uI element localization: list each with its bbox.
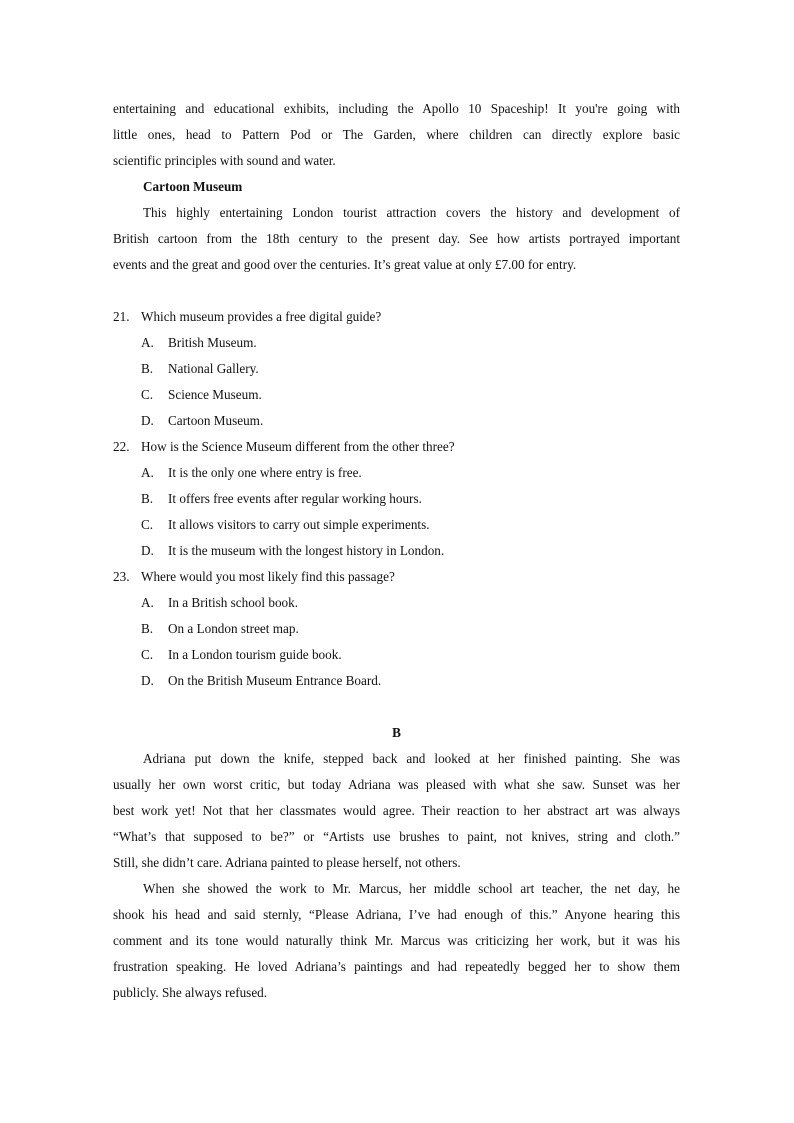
- option-text: It offers free events after regular working hours.: [168, 491, 422, 506]
- question-text: Which museum provides a free digital guide?: [141, 309, 382, 324]
- paragraph-line: This highly entertaining London tourist attraction covers the history and development of: [143, 205, 680, 220]
- answer-option: [113, 356, 680, 382]
- option-letter: B.: [141, 491, 154, 506]
- answer-option: [113, 512, 680, 538]
- answer-option: [113, 642, 680, 668]
- question-23: [113, 564, 680, 694]
- paragraph-line: Adriana put down the knife, stepped back and looked at her finished painting. She was: [143, 751, 680, 766]
- option-letter: C.: [141, 647, 154, 662]
- answer-option: [113, 330, 680, 356]
- answer-option: [113, 590, 680, 616]
- spacer: [113, 694, 680, 720]
- question-22: [113, 434, 680, 564]
- paragraph-line: scientific principles with sound and water.: [113, 153, 336, 168]
- paragraph-line: entertaining and educational exhibits, including the Apollo 10 Spaceship! It you're going with: [113, 101, 680, 116]
- paragraph-line: British cartoon from the 18th century to the present day. See how artists portrayed important: [113, 231, 680, 246]
- paragraph-line: comment and its tone would naturally think Mr. Marcus was criticizing her work, but it was his: [113, 933, 680, 948]
- passage-title: B: [392, 725, 401, 740]
- spacer: [113, 278, 680, 304]
- document-page: [113, 96, 680, 1006]
- answer-option: [113, 538, 680, 564]
- paragraph-line: When she showed the work to Mr. Marcus, her middle school art teacher, the net day, he: [143, 881, 680, 896]
- passage-b: [113, 720, 680, 1006]
- passage-a-continuation: [113, 96, 680, 174]
- option-text: Cartoon Museum.: [168, 413, 264, 428]
- paragraph-line: “What’s that supposed to be?” or “Artists use brushes to paint, not knives, string and cloth.”: [113, 829, 680, 844]
- paragraph-line: publicly. She always refused.: [113, 985, 268, 1000]
- option-text: Science Museum.: [168, 387, 262, 402]
- option-text: National Gallery.: [168, 361, 259, 376]
- paragraph-line: shook his head and said sternly, “Please Adriana, I’ve had enough of this.” Anyone hearing this: [113, 907, 680, 922]
- answer-option: [113, 668, 680, 694]
- paragraph-line: little ones, head to Pattern Pod or The Garden, where children can directly explore basic: [113, 127, 680, 142]
- option-text: In a London tourism guide book.: [168, 647, 342, 662]
- option-letter: B.: [141, 621, 154, 636]
- paragraph-line: usually her own worst critic, but today Adriana was pleased with what she saw. Sunset was her: [113, 777, 680, 792]
- option-text: On a London street map.: [168, 621, 299, 636]
- paragraph-2: [113, 876, 680, 1006]
- paragraph-line: Still, she didn’t care. Adriana painted to please herself, not others.: [113, 855, 461, 870]
- paragraph-line: events and the great and good over the centuries. It’s great value at only £7.00 for entry.: [113, 257, 577, 272]
- option-letter: A.: [141, 335, 154, 350]
- paragraph-line: frustration speaking. He loved Adriana’s paintings and had repeatedly begged her to show them: [113, 959, 680, 974]
- answer-option: [113, 382, 680, 408]
- option-text: On the British Museum Entrance Board.: [168, 673, 382, 688]
- option-letter: D.: [141, 413, 154, 428]
- option-text: It allows visitors to carry out simple experiments.: [168, 517, 430, 532]
- answer-option: [113, 616, 680, 642]
- paragraph-1: [113, 746, 680, 876]
- cartoon-museum-section: [113, 174, 680, 278]
- paragraph-line: best work yet! Not that her classmates would agree. Their reaction to her abstract art was always: [113, 803, 680, 818]
- answer-option: [113, 408, 680, 434]
- option-text: It is the museum with the longest history in London.: [168, 543, 445, 558]
- option-letter: C.: [141, 387, 154, 402]
- option-text: In a British school book.: [168, 595, 299, 610]
- option-letter: D.: [141, 673, 154, 688]
- question-number: 21.: [113, 309, 130, 324]
- section-heading: Cartoon Museum: [143, 179, 243, 194]
- option-letter: A.: [141, 595, 154, 610]
- option-letter: A.: [141, 465, 154, 480]
- question-text: How is the Science Museum different from the other three?: [141, 439, 455, 454]
- option-letter: C.: [141, 517, 154, 532]
- question-text: Where would you most likely find this passage?: [141, 569, 395, 584]
- option-text: It is the only one where entry is free.: [168, 465, 362, 480]
- question-21: [113, 304, 680, 434]
- option-letter: D.: [141, 543, 154, 558]
- answer-option: [113, 460, 680, 486]
- option-letter: B.: [141, 361, 154, 376]
- question-number: 23.: [113, 569, 130, 584]
- option-text: British Museum.: [168, 335, 257, 350]
- question-number: 22.: [113, 439, 130, 454]
- answer-option: [113, 486, 680, 512]
